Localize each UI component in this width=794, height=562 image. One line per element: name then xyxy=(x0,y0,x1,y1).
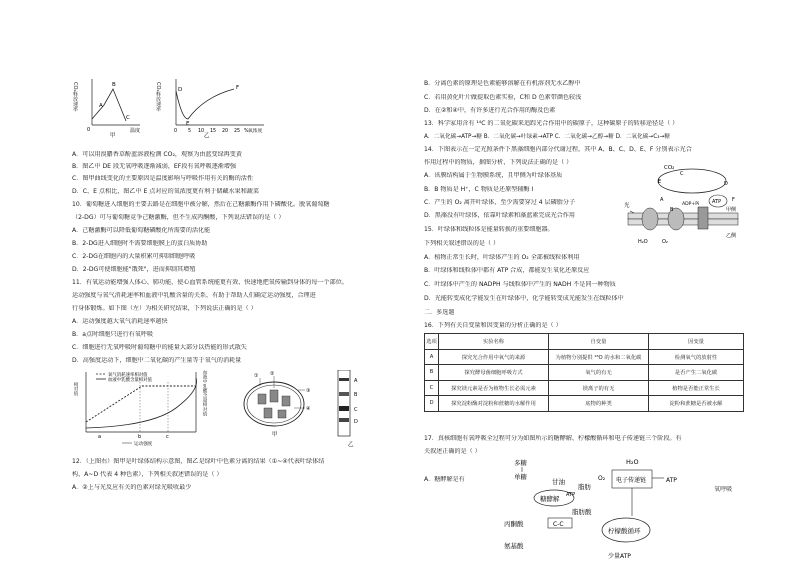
fig-yi-tick-25: 25 xyxy=(234,129,241,134)
q15-option-d: D．光能转变成化学能发生在叶绿体中，化学能转变成光能发生在线粒体中 xyxy=(424,295,624,302)
q11-option-c: C．细胞进行无氧呼吸时葡萄糖中的能量大部分以热能的形式散失 xyxy=(72,344,247,351)
figure-14-thylakoid xyxy=(620,161,744,251)
q9-option-d: D．C、E 点相比，图乙中 E 点对应的氧浓度更有利于储藏水果和蔬菜 xyxy=(72,188,259,195)
fig14-o2: O₂ xyxy=(662,239,668,245)
cell: 探究光合作用中氧气的来源 xyxy=(439,349,549,365)
q12-option-b: B．分离色素的原理是色素能够溶解在有机溶剂无水乙醇中 xyxy=(424,80,581,87)
fig-yi-tick-10: 10 xyxy=(198,129,205,134)
q15-option-a: A．植物正常生长时，叶绿体产生的 O₂ 全部被线粒体利用 xyxy=(424,254,580,261)
fig12-label-1: ① xyxy=(254,373,259,379)
fig17-cc: C-C xyxy=(553,521,564,528)
figure-17-respiration xyxy=(480,456,716,562)
fig17-h2o: H₂O xyxy=(626,458,639,466)
cell: B xyxy=(425,365,439,381)
cell: 是否产生二氧化碳 xyxy=(649,365,744,381)
table-row xyxy=(425,396,744,412)
cell: 探究淀粉酶对淀粉和蔗糖的水解作用 xyxy=(439,396,549,412)
section-multi-choice: 二．多选题 xyxy=(424,309,455,316)
fig-yi-tick-15: 15 xyxy=(210,129,217,134)
q12-option-d: D．在②和④中，有许多进行光合作用的酶及色素 xyxy=(424,107,556,114)
right-column xyxy=(424,0,744,562)
fig14-h2o: H₂O xyxy=(638,239,648,245)
fig17-pyruvate: 丙酮酸 xyxy=(504,520,524,528)
q11-stem-1: 11．有氧运动能增强人体心、肺功能，使心血管系统能更有效、快速地把氧传输到身体的每一个部位。 xyxy=(72,279,348,286)
q15-stem-2: 下列相关叙述错误的是（ ） xyxy=(424,240,500,247)
fig14-label-d: D xyxy=(724,181,728,187)
fig12-band-c: C xyxy=(354,407,358,413)
table-row xyxy=(425,380,744,396)
cell: 镁离子的有无 xyxy=(549,380,649,396)
fig-jia-point-c: C xyxy=(126,115,130,121)
cell: D xyxy=(425,396,439,412)
fig17-polysaccharide: 多糖 xyxy=(514,459,527,467)
q14-stem-1: 14．下图表示在一定光照条件下黑藻细胞内部分代谢过程，其中 A、B、C、D、E、F 分别表示光合 xyxy=(424,146,692,153)
q15-stem-1: 15．叶绿体和线粒体是能量转换的重要细胞器。 xyxy=(424,226,554,233)
cell: 氧气的有无 xyxy=(549,365,649,381)
fig17-citric-cycle: 柠檬酸循环 xyxy=(608,527,641,535)
fig14-c: C xyxy=(680,171,684,177)
figure-yi-oxygen-curve xyxy=(164,75,274,139)
fig11-right-ylabel: 血液中乳酸含量相对值 xyxy=(202,370,207,416)
q9-option-a: A．可以用溴麝香草酚蓝溶液检测 CO₂，观察为由蓝变绿再变黄 xyxy=(72,151,242,158)
q10-stem-1: 10．葡萄糖进入细胞的主要去路是在细胞中被分解，然后在己糖激酶作用下磷酸化。脱氧葡萄糖 xyxy=(72,201,330,208)
fig11-tick-a: a xyxy=(98,434,102,440)
q12-stem-2: 构，A~D 代表 4 种色素），下列相关叙述错误的是（ ） xyxy=(72,471,223,478)
fig-yi-tick-5: 5 xyxy=(188,129,192,134)
fig12-caption-jia: 甲 xyxy=(272,432,278,438)
fig12-band-d: D xyxy=(354,419,358,425)
fig17-o2: O₂ xyxy=(598,475,606,482)
fig-yi-point-d: D xyxy=(178,87,183,93)
fig-yi-point-f: F xyxy=(236,85,240,91)
q16-stem: 16．下列有关自变量和因变量的分析正确的是（ ） xyxy=(424,322,562,329)
q17-option-a: A．糖酵解是有 xyxy=(424,476,465,483)
q9-option-b: B．图乙中 DE 段无氧呼吸逐渐减弱，EF段有氧呼吸逐渐增强 xyxy=(72,163,237,170)
fig14-label-b: B xyxy=(670,207,674,213)
cell: 淀粉和蔗糖是否被水解 xyxy=(649,396,744,412)
q10-option-d: D．2-DG可使细胞能"饿死"，进而抑制其增殖 xyxy=(72,266,196,273)
fig14-yi: 乙侧 xyxy=(726,233,737,239)
q9-option-c: C．图甲曲线变化的主要原因是温度影响与呼吸作用有关的酶的活性 xyxy=(72,175,253,182)
fig11-legend-lactate: 血液中乳酸含量相对值 xyxy=(108,378,152,383)
q11-stem-2: 运动强度与氧气消耗速率和血液中乳酸含量的关系，有助于帮助人们确定运动强度，合理进 xyxy=(72,292,316,299)
fig11-legend-oxygen: 氧气消耗速率相对值 xyxy=(108,373,148,378)
fig-jia-caption: 甲 xyxy=(110,133,116,139)
fig14-label-f: F xyxy=(732,197,735,203)
fig11-xlabel: 运动强度 xyxy=(134,442,153,447)
th-dependent: 因变量 xyxy=(649,334,744,350)
q12-option-c: C．若用黄化叶片做提取色素实验，C和 D 色素带颜色较浅 xyxy=(424,94,582,101)
fig-yi-xlabel: 氧浓度 xyxy=(248,129,263,134)
q17-stem-2: 关叙述正确的是（ ） xyxy=(424,448,481,455)
fig17-few-atp: 少量ATP xyxy=(608,553,631,560)
fig14-co2: CO₂ xyxy=(664,165,675,171)
q15-option-b: B．叶绿体和线粒体中都有 ATP 合成，都能发生氧化还原反应 xyxy=(424,267,590,274)
fig12-label-3: ③ xyxy=(306,388,311,394)
q17-stem-1: 17．真核细胞有氧呼吸全过程可分为如图所示的糖酵解、柠檬酸循环和电子传递链三个阶段。有 xyxy=(424,435,682,442)
q13-stem: 13．科学家用含有 ¹⁴C 的二氧化碳来追踪光合作用中的碳原子，这种碳原子的转移途径是（ ） xyxy=(424,120,679,127)
q14-option-b: B．B 物质是 H⁺，C 物质是还原型辅酶 I xyxy=(424,186,534,193)
q10-stem-2: （2-DG）可与葡萄糖竞争己糖激酶，但不生成丙酮酸，下列说法错误的是（ ） xyxy=(72,214,285,221)
figure-11-exercise-chart xyxy=(72,368,212,448)
fig14-jia: 甲侧 xyxy=(726,207,737,213)
fig-jia-point-a: A xyxy=(99,103,103,109)
fig12-label-4: ④ xyxy=(306,406,311,412)
fig-yi-tick-0: 0 xyxy=(174,129,178,134)
fig12-band-a: A xyxy=(354,378,358,384)
cell: 底物的种类 xyxy=(549,396,649,412)
fig14-atp: ATP xyxy=(712,199,722,205)
q13-options: A．二氧化碳→ATP→糖 B．二氧化碳→叶绿素→ATP C．二氧化碳→乙醇→糖 D．二氧化碳→C₃→糖 xyxy=(424,134,670,140)
table-header-row xyxy=(425,334,744,350)
fig-yi-ylabel: CO₂释放速率 xyxy=(155,82,161,112)
q10-option-c: C．2-DG在细胞内的大量积累可抑制细胞呼吸 xyxy=(72,253,196,260)
q12-option-a: A．②上与光反应有关的色素对绿光吸收最少 xyxy=(72,484,192,491)
fig17-glycolysis: 糖酵解 xyxy=(540,495,560,503)
cell: A xyxy=(425,349,439,365)
fig14-label-a: A xyxy=(660,197,664,203)
fig17-monosaccharide: 单糖 xyxy=(514,473,527,481)
figure-12-chloroplast xyxy=(234,370,384,450)
q10-option-b: B．2-DG进入细胞时不需要细胞膜上的蛋白质协助 xyxy=(72,240,208,247)
fig12-band-b: B xyxy=(354,392,358,398)
fig17-fat: 脂肪 xyxy=(578,483,591,491)
table-row xyxy=(425,365,744,381)
fig-yi-tick-unit: % xyxy=(244,129,249,134)
fig11-tick-b: b xyxy=(138,434,142,440)
q14-stem-2: 作用过程中的物质，据图分析，下列说法正确的是（ ） xyxy=(424,159,573,166)
fig17-atp-2: ATP xyxy=(666,477,677,484)
q11-option-a: A．运动强度越大氧气消耗速率越快 xyxy=(72,318,168,325)
fig17-amino-acid: 氨基酸 xyxy=(504,542,524,550)
th-experiment: 实验名称 xyxy=(439,334,549,350)
cell: 探究酵母菌细胞呼吸方式 xyxy=(439,365,549,381)
fig-jia-ylabel: CO₂释放速率 xyxy=(72,82,78,112)
fig17-fatty-acid: 脂肪酸 xyxy=(572,508,592,516)
cell: 植物是否能正常生长 xyxy=(649,380,744,396)
svg-text:0: 0 xyxy=(87,127,91,133)
th-option: 选项 xyxy=(425,334,439,350)
fig14-light: 光 xyxy=(624,203,630,209)
q14-option-d: D．黑藻没有叶绿体，依靠叶绿素和藻蓝素完成光合作用 xyxy=(424,212,575,219)
q11-stem-3: 行身体锻炼。如下图（左）为相关研究结果，下列说法正确的是（ ） xyxy=(72,305,257,312)
fig-jia-point-b: B xyxy=(112,82,116,88)
fig12-label-2: ② xyxy=(270,371,275,377)
cell: 检测氧气的放射性 xyxy=(649,349,744,365)
fig17-atp-1: ATP xyxy=(566,492,576,498)
th-independent: 自变量 xyxy=(549,334,649,350)
fig14-adp: ADP+Pi xyxy=(682,202,700,207)
q16-table xyxy=(424,333,744,412)
fig-yi-tick-20: 20 xyxy=(222,129,229,134)
q11-option-b: B．a点时细胞只进行有氧呼吸 xyxy=(72,331,154,338)
q10-option-a: A．己糖激酶可以降低葡萄糖磷酸化所需要的活化能 xyxy=(72,227,211,234)
q14-option-c: C．产生的 O₂ 离开叶绿体，至少需要穿过 4 层磷脂分子 xyxy=(424,199,576,206)
fig14-e: E xyxy=(658,179,662,185)
fig17-glycerol: 甘油 xyxy=(552,478,565,486)
cell: 探究镁元素是否为植物生长必需元素 xyxy=(439,380,549,396)
cell: 为植物分别提供 ¹⁸O 的水和二氧化碳 xyxy=(549,349,649,365)
q11-option-d: D．高强度运动下，细胞中二氧化碳的产生量等于氧气的消耗量 xyxy=(72,357,242,364)
table-row xyxy=(425,349,744,365)
fig-yi-caption: 乙 xyxy=(204,133,210,139)
fig11-ylabel: 相对值 xyxy=(73,382,78,396)
q12-stem-1: 12．（上图右）图甲是叶绿体结构示意图，图乙是绿叶中色素分离的结果（①~④代表叶绿体结 xyxy=(72,458,325,465)
left-column xyxy=(72,0,402,562)
figure-jia-temperature-curve xyxy=(78,75,146,139)
fig-yi-point-e: E xyxy=(186,121,190,127)
q15-option-c: C．叶绿体中产生的 NADPH 与线粒体中产生的 NADH 不是同一种物质 xyxy=(424,281,616,288)
q17-option-a-tail: 氧呼吸 xyxy=(714,486,733,493)
fig-jia-xlabel: 温度 xyxy=(130,128,141,134)
q14-option-a: A．该膜结构属于生物膜系统，且甲侧为叶绿体基质 xyxy=(424,172,563,179)
fig11-tick-c: c xyxy=(166,434,169,440)
cell: C xyxy=(425,380,439,396)
fig12-caption-yi: 乙 xyxy=(348,442,354,448)
fig17-etc: 电子传递链 xyxy=(616,477,647,484)
